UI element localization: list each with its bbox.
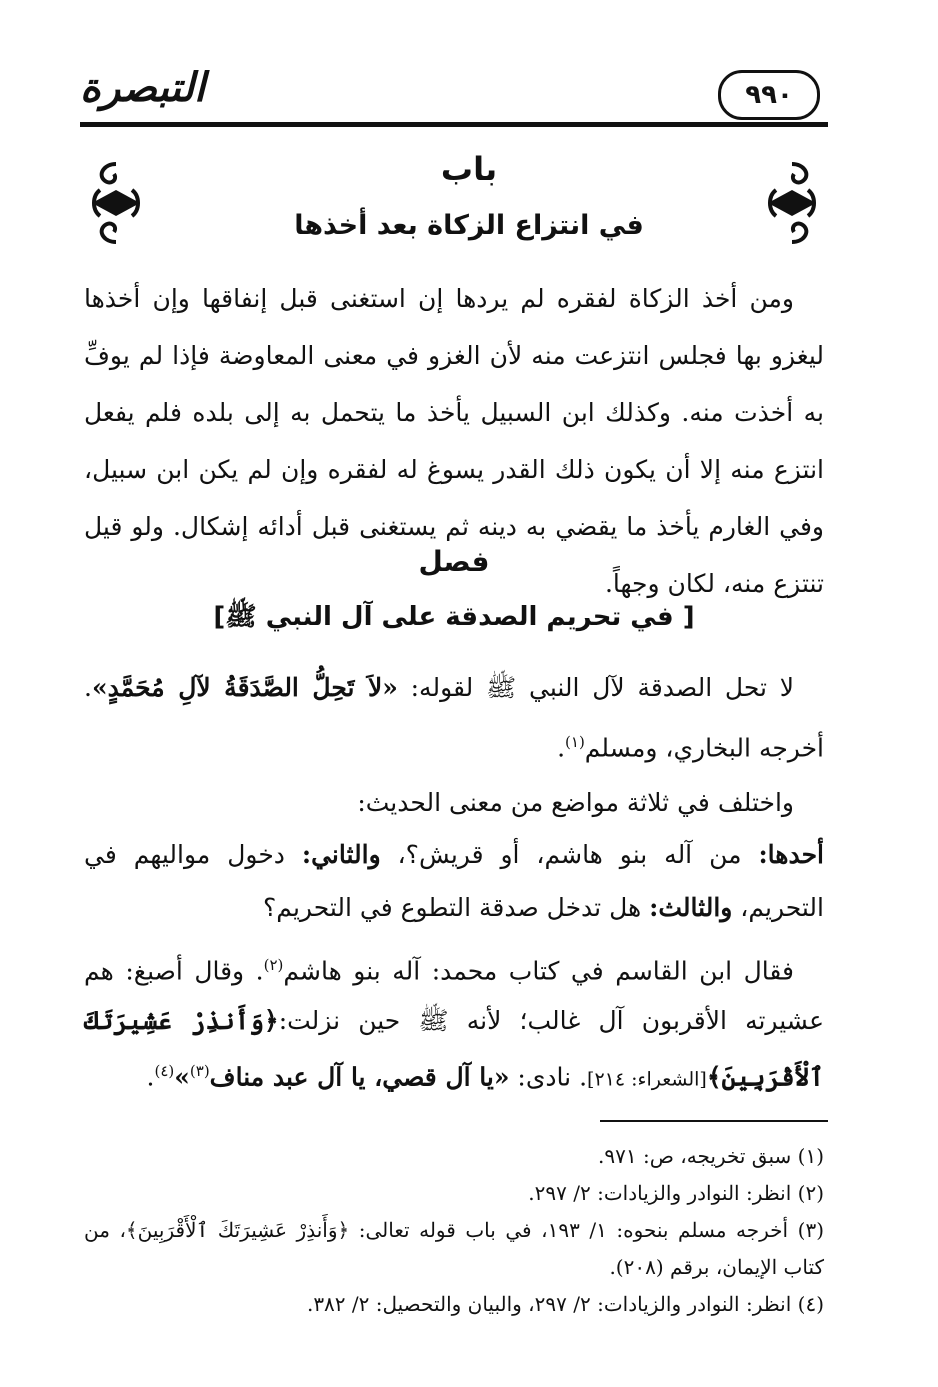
ornament-left-icon bbox=[86, 160, 146, 246]
text-called: . نادى: bbox=[509, 1062, 588, 1092]
verse-reference: [الشعراء: ٢١٤] bbox=[587, 1068, 707, 1091]
paragraph-hadith bbox=[84, 660, 824, 775]
footnote-divider bbox=[600, 1120, 828, 1122]
book-title: التبصرة bbox=[80, 64, 206, 111]
hadith-intro: لا تحل الصدقة لآل النبي ﷺ لقوله: bbox=[397, 673, 794, 702]
prophet-call: «يا آل قصي، يا آل عبد مناف bbox=[209, 1062, 510, 1092]
paragraph-zakat-withdrawal: ومن أخذ الزكاة لفقره لم يردها إن استغنى قبل إنفاقها وإن أخذها ليغزو بها فجلس انتزعت منه لأن الغزو في معنى المعاوضة فإذا لم يوفِّ به أخذت منه. وكذلك ابن السبيل يأخذ ما يتحمل به إلى بلده فلم يفعل انتزع منه إلا أن يكون ذلك القدر يسوغ له لفقره وإن لم يكن ابن سبيل، وفي الغارم يأخذ ما يقضي به دينه ثم يستغنى قبل أدائه إشكال. ولو قيل تنتزع منه، لكان وجهاً. bbox=[84, 284, 824, 598]
chapter-label: باب bbox=[440, 150, 498, 188]
text-asbagh: . وقال أصبغ: هم عشيرته الأقربون آل غالب؛ لأنه ﷺ حين نزلت: bbox=[84, 956, 824, 1036]
footnote-ref-3[interactable]: (٣) bbox=[189, 1062, 210, 1081]
paragraph-ibn-qasim bbox=[84, 940, 824, 1105]
term-third: والثالث: bbox=[649, 893, 733, 922]
quran-verse: ﴿وَأَنذِرْ عَشِيرَتَكَ ٱلْأَقْرَبِينَ﴾ bbox=[84, 1006, 824, 1092]
footnote-2: (٢) انظر: النوادر والزيادات: ٢/ ٢٩٧. bbox=[528, 1181, 824, 1205]
footnote-4: (٤) انظر: النوادر والزيادات: ٢/ ٢٩٧، والبيان والتحصيل: ٢/ ٣٨٢. bbox=[306, 1292, 824, 1316]
page-header bbox=[80, 58, 828, 128]
text-third: هل تدخل صدقة التطوع في التحريم؟ bbox=[263, 893, 650, 922]
hadith-source: . أخرجه البخاري، ومسلم bbox=[84, 673, 824, 763]
paragraph-disagreement: واختلف في ثلاثة مواضع من معنى الحديث: bbox=[357, 788, 794, 817]
paragraph-end: . bbox=[146, 1062, 155, 1092]
header-rule bbox=[80, 122, 828, 127]
footnote-ref-2[interactable]: (٢) bbox=[263, 956, 284, 974]
section-label: فصل bbox=[418, 545, 490, 578]
paragraph-three-points bbox=[84, 828, 824, 934]
term-second: والثاني: bbox=[301, 840, 381, 869]
call-end: » bbox=[174, 1062, 190, 1092]
text-first: من آله بنو هاشم، أو قريش؟، bbox=[380, 840, 759, 869]
term-first: أحدها: bbox=[758, 840, 824, 869]
chapter-title: في انتزاع الزكاة بعد أخذها bbox=[294, 210, 644, 241]
page-number: ٩٩٠ bbox=[718, 70, 820, 120]
text-ibn-qasim: فقال ابن القاسم في كتاب محمد: آله بنو هاشم bbox=[283, 956, 794, 986]
text-second: دخول مواليهم في التحريم، bbox=[84, 840, 824, 922]
hadith-end: . bbox=[557, 733, 566, 763]
footnote-3: (٣) أخرجه مسلم بنحوه: ١/ ١٩٣، في باب قوله تعالى: ﴿وَأَنذِرْ عَشِيرَتَكَ ٱلْأَقْرَبِينَ﴾، من كتاب الإيمان، برقم (٢٠٨). bbox=[84, 1218, 824, 1279]
hadith-quote: «لاَ تَحِلُّ الصَّدَقَةُ لآلِ مُحَمَّدٍ» bbox=[91, 673, 398, 702]
footnote-ref-4[interactable]: (٤) bbox=[154, 1062, 175, 1081]
section-title: [ في تحريم الصدقة على آل النبي ﷺ] bbox=[213, 602, 695, 632]
footnote-ref-1[interactable]: (١) bbox=[565, 733, 585, 751]
footnote-1: (١) سبق تخريجه، ص: ٩٧١. bbox=[598, 1144, 824, 1168]
footnotes bbox=[84, 1138, 824, 1323]
